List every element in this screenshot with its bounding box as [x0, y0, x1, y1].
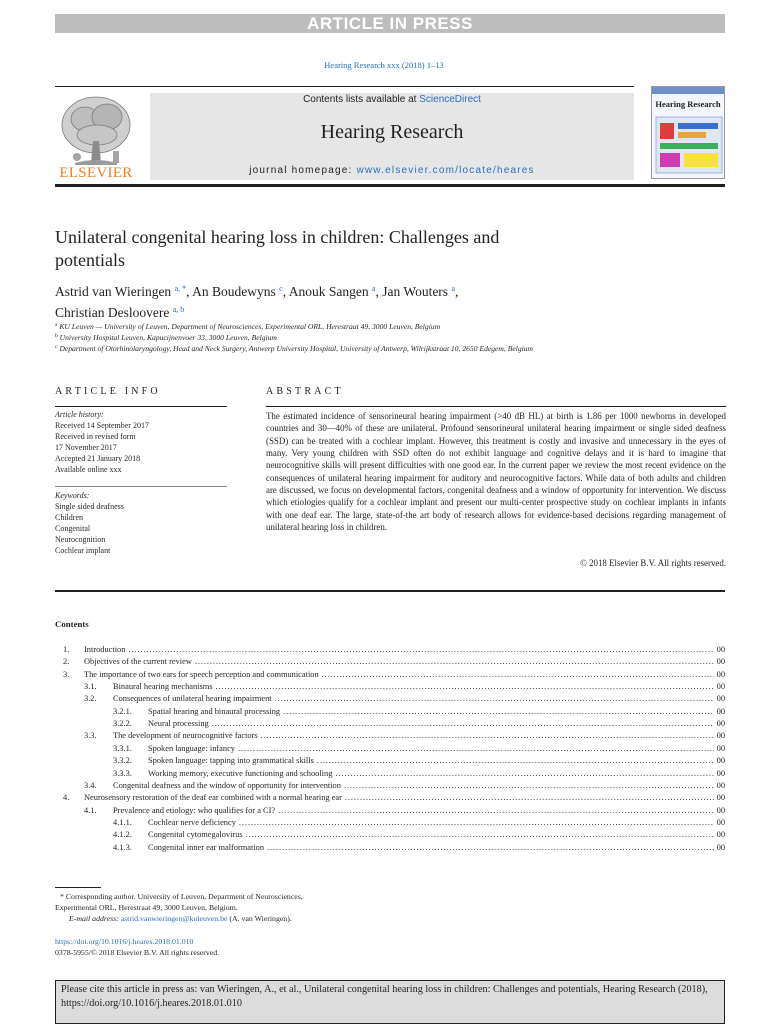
toc-leader-dots [238, 743, 714, 755]
toc-entry-title: Spoken language: infancy [148, 743, 235, 753]
author-name[interactable]: An Boudewyns [192, 284, 276, 299]
author-separator: , [186, 284, 193, 299]
toc-leader-dots [345, 792, 714, 804]
author-separator: , [375, 284, 383, 299]
doi-link[interactable]: https://doi.org/10.1016/j.heares.2018.01.010 [55, 937, 194, 946]
contents-heading: Contents [55, 619, 89, 629]
toc-entry[interactable] [84, 780, 725, 792]
affiliation-b [55, 333, 277, 342]
toc-entry-title: Working memory, executive functioning and schooling [148, 768, 333, 778]
history-line: Available online xxx [55, 465, 122, 474]
toc-entry-title: Objectives of the current review [84, 657, 192, 667]
toc-entry-number: 3.2. [84, 694, 97, 704]
toc-entry-title: Spatial hearing and binaural processing [148, 706, 281, 716]
article-title-line-2: potentials [55, 250, 125, 270]
author-affiliation-marks[interactable]: a, * [174, 284, 187, 293]
author-name[interactable]: Jan Wouters [382, 284, 449, 299]
footnote-rule [55, 887, 101, 888]
author-affiliation-marks[interactable]: a [451, 284, 455, 293]
affiliation-a [55, 322, 440, 331]
email-link[interactable]: astrid.vanwieringen@kuleuven.be [120, 914, 228, 923]
affiliation-c [55, 344, 533, 353]
toc-entry-title: Cochlear nerve deficiency [148, 817, 236, 827]
toc-entry[interactable] [113, 755, 725, 767]
toc-entry[interactable] [113, 768, 725, 780]
elsevier-publisher-wordmark[interactable]: ELSEVIER [59, 165, 133, 181]
toc-entry[interactable] [84, 730, 725, 742]
toc-entry-number: 4.1.2. [113, 830, 132, 840]
toc-entry-number: 4.1.1. [113, 817, 132, 827]
author-separator: , [455, 284, 459, 299]
toc-entry-number: 3.4. [84, 780, 97, 790]
abstract-copyright: © 2018 Elsevier B.V. All rights reserved. [580, 558, 726, 568]
toc-entry-number: 4.1. [84, 805, 97, 815]
corresponding-author-address: Experimental ORL, Herestraat 49, 3000 Leuven, Belgium. [55, 903, 238, 912]
keyword: Neurocognition [55, 535, 106, 544]
author-affiliation-marks[interactable]: a, b [172, 305, 185, 314]
toc-entry-title: Consequences of unilateral hearing impairment [113, 694, 272, 704]
toc-entry[interactable] [113, 706, 725, 718]
email-label: E-mail address: [69, 914, 121, 923]
toc-leader-dots [246, 829, 714, 841]
toc-entry[interactable] [84, 805, 725, 817]
cover-journal-title: Hearing Research [655, 99, 721, 109]
toc-entry-number: 4.1.3. [113, 842, 132, 852]
keyword: Congenital [55, 524, 91, 533]
author-name[interactable]: Anouk Sangen [288, 284, 369, 299]
history-line: Received in revised form [55, 432, 136, 441]
toc-leader-dots [195, 656, 714, 668]
toc-leader-dots [128, 644, 713, 656]
toc-entry-number: 1. [63, 645, 70, 654]
homepage-label: journal homepage: [249, 165, 357, 176]
keyword: Single sided deafness [55, 502, 124, 511]
journal-citation-link[interactable]: Hearing Research xxx (2018) 1–13 [324, 60, 444, 70]
affiliation-mark: a [55, 322, 58, 328]
affiliation-text: KU Leuven — University of Leuven, Department of Neurosciences, Experimental ORL, Herestraat 49, 3000 Leuven, Belgium [59, 322, 441, 331]
history-line: Received 14 September 2017 [55, 421, 149, 430]
author-list [55, 280, 615, 322]
article-history-label: Article history: [55, 410, 104, 419]
toc-leader-dots [212, 718, 714, 730]
journal-cover-thumbnail[interactable] [651, 86, 725, 179]
affiliation-text: Department of Otorhinolaryngology, Head and Neck Surgery, Antwerp University Hospital, University of Antwerp, Wilrijkstraat 10, 2650 Edegem, Belgium [59, 344, 534, 353]
abstract-rule [266, 406, 726, 407]
toc-entry-number: 3.2.2. [113, 719, 132, 729]
journal-homepage-line [150, 165, 634, 176]
toc-entry-title: Spoken language: tapping into grammatical skills [148, 756, 314, 766]
toc-leader-dots [216, 681, 714, 693]
toc-entry-page: 00 [716, 719, 725, 729]
toc-entry-number: 3.3.1. [113, 743, 132, 753]
toc-entry-page: 00 [716, 657, 725, 667]
history-line: Accepted 21 January 2018 [55, 454, 141, 463]
homepage-link[interactable]: www.elsevier.com/locate/heares [356, 165, 535, 176]
author-separator: , [282, 284, 289, 299]
toc-entry[interactable] [63, 644, 725, 656]
article-title-line-1: Unilateral congenital hearing loss in children: Challenges and [55, 227, 500, 247]
toc-leader-dots [261, 730, 714, 742]
issn-copyright: 0378-5955/© 2018 Elsevier B.V. All rights reserved. [55, 948, 220, 957]
abstract-bottom-rule [55, 590, 725, 592]
author-affiliation-marks[interactable]: a [371, 284, 376, 293]
toc-entry-page: 00 [716, 793, 725, 803]
toc-entry-title: Neurosensory restoration of the deaf ear combined with a normal hearing ear [84, 793, 342, 803]
toc-entry-page: 00 [716, 830, 725, 840]
journal-name: Hearing Research [320, 121, 464, 143]
toc-leader-dots [322, 669, 714, 681]
toc-entry-title: Congenital deafness and the window of opportunity for intervention [113, 780, 341, 790]
toc-leader-dots [267, 842, 714, 854]
cite-this-article-box: Please cite this article in press as: van Wieringen, A., et al., Unilateral congenital hearing loss in children: Challenges and potentials, Hearing Research (2018), https://doi.org/10.1016/j.heares.2018.01.010 [55, 980, 725, 1024]
toc-entry-number: 3. [63, 669, 70, 679]
keywords-rule [55, 486, 227, 487]
toc-entry-page: 00 [716, 694, 725, 704]
keyword: Children [55, 513, 83, 522]
toc-leader-dots [317, 755, 714, 767]
toc-leader-dots [344, 780, 714, 792]
toc-leader-dots [239, 817, 714, 829]
toc-entry-page: 00 [716, 768, 725, 778]
toc-entry[interactable] [113, 842, 725, 854]
toc-entry-page: 00 [716, 669, 725, 679]
article-in-press-banner: ARTICLE IN PRESS [55, 14, 725, 33]
toc-entry-page: 00 [716, 743, 725, 753]
toc-entry-page: 00 [716, 842, 725, 852]
affiliation-mark: b [55, 333, 58, 339]
email-suffix: (A. van Wieringen). [227, 914, 292, 923]
toc-entry[interactable] [113, 718, 725, 730]
author-name[interactable]: Christian Desloovere [55, 305, 170, 320]
author-name[interactable]: Astrid van Wieringen [55, 284, 172, 299]
toc-leader-dots [283, 706, 714, 718]
toc-entry-page: 00 [716, 756, 725, 766]
abstract-heading: ABSTRACT [266, 386, 344, 397]
toc-entry[interactable] [63, 669, 725, 681]
toc-entry-title: Introduction [84, 645, 126, 654]
toc-entry-title: Prevalence and etiology: who qualifies for a CI? [113, 805, 276, 815]
toc-entry-title: Congenital inner ear malformation [148, 842, 265, 852]
toc-entry[interactable] [84, 693, 725, 705]
corresponding-author-note: * Corresponding author. University of Leuven, Department of Neurosciences, [60, 892, 303, 901]
toc-entry-page: 00 [716, 817, 725, 827]
contents-lists-text: Contents lists available at [303, 94, 420, 105]
toc-entry[interactable] [113, 829, 725, 841]
article-info-heading: ARTICLE INFO [55, 386, 161, 397]
toc-leader-dots [278, 805, 714, 817]
toc-entry-number: 3.3.2. [113, 756, 132, 766]
toc-entry-page: 00 [716, 780, 725, 790]
toc-entry-number: 4. [63, 793, 70, 803]
header-bottom-rule [55, 184, 725, 187]
toc-entry-page: 00 [716, 706, 725, 716]
toc-entry-page: 00 [716, 731, 725, 741]
author-affiliation-marks[interactable]: c [279, 284, 283, 293]
toc-entry-page: 00 [716, 805, 725, 815]
toc-entry-number: 2. [63, 657, 70, 667]
contents-lists-line [150, 94, 634, 105]
keyword: Cochlear implant [55, 546, 111, 555]
article-info-rule [55, 406, 227, 407]
toc-entry-page: 00 [716, 682, 725, 692]
toc-leader-dots [335, 768, 713, 780]
toc-entry-title: Binaural hearing mechanisms [113, 682, 213, 692]
toc-entry[interactable] [63, 656, 725, 668]
toc-entry[interactable] [63, 792, 725, 804]
toc-entry-number: 3.3.3. [113, 768, 132, 778]
toc-entry-title: The development of neurocognitive factors [113, 731, 258, 741]
toc-leader-dots [275, 693, 714, 705]
toc-entry-title: Neural processing [148, 719, 209, 729]
article-title [55, 226, 655, 272]
history-line: 17 November 2017 [55, 443, 117, 452]
toc-entry-page: 00 [716, 645, 725, 654]
toc-entry-number: 3.2.1. [113, 706, 132, 716]
keywords-label: Keywords: [55, 491, 90, 500]
affiliation-mark: c [55, 344, 58, 350]
email-line [69, 914, 292, 925]
toc-entry[interactable] [113, 817, 725, 829]
sciencedirect-link[interactable]: ScienceDirect [419, 94, 481, 105]
header-rule [55, 86, 634, 87]
toc-entry-title: Congenital cytomegalovirus [148, 830, 243, 840]
toc-entry-number: 3.1. [84, 682, 97, 692]
toc-entry[interactable] [84, 681, 725, 693]
toc-entry-title: The importance of two ears for speech perception and communication [84, 669, 319, 679]
toc-entry-number: 3.3. [84, 731, 97, 741]
affiliation-text: University Hospital Leuven, Kapucijnenvoer 33, 3000 Leuven, Belgium [59, 333, 277, 342]
toc-entry[interactable] [113, 743, 725, 755]
abstract-text: The estimated incidence of sensorineural hearing impairment (>40 dB HL) at birth is 1.86 per 1000 newborns in developed countries and 30—40% of these are unilateral. Profound sensorineural unilateral hearing impairment or single sided deafness (SSD) can be treated with a cochlear implant. However, this treatment is costly and invasive and unnecessary in the eyes of many. Very young children with SSD often do not exhibit language and cognitive delays and it is hard to imagine that neurocognitive skills will present difficulties with one good ear. In the current paper we review the most recent evidence on the consequences of unilateral hearing impairment for auditory and neurocognitive factors. While data of both adults and children are discussed, we focus on developmental factors, congenital deafness and a window of opportunity for intervention. We discuss which etiologies qualify for a cochlear implant and present our multi-center prospective study on cochlear implants in infants with one deaf ear. The large, state-of-the art body of research allows for evidence-based decisions regarding management of unilateral hearing loss in children. [266, 411, 726, 533]
